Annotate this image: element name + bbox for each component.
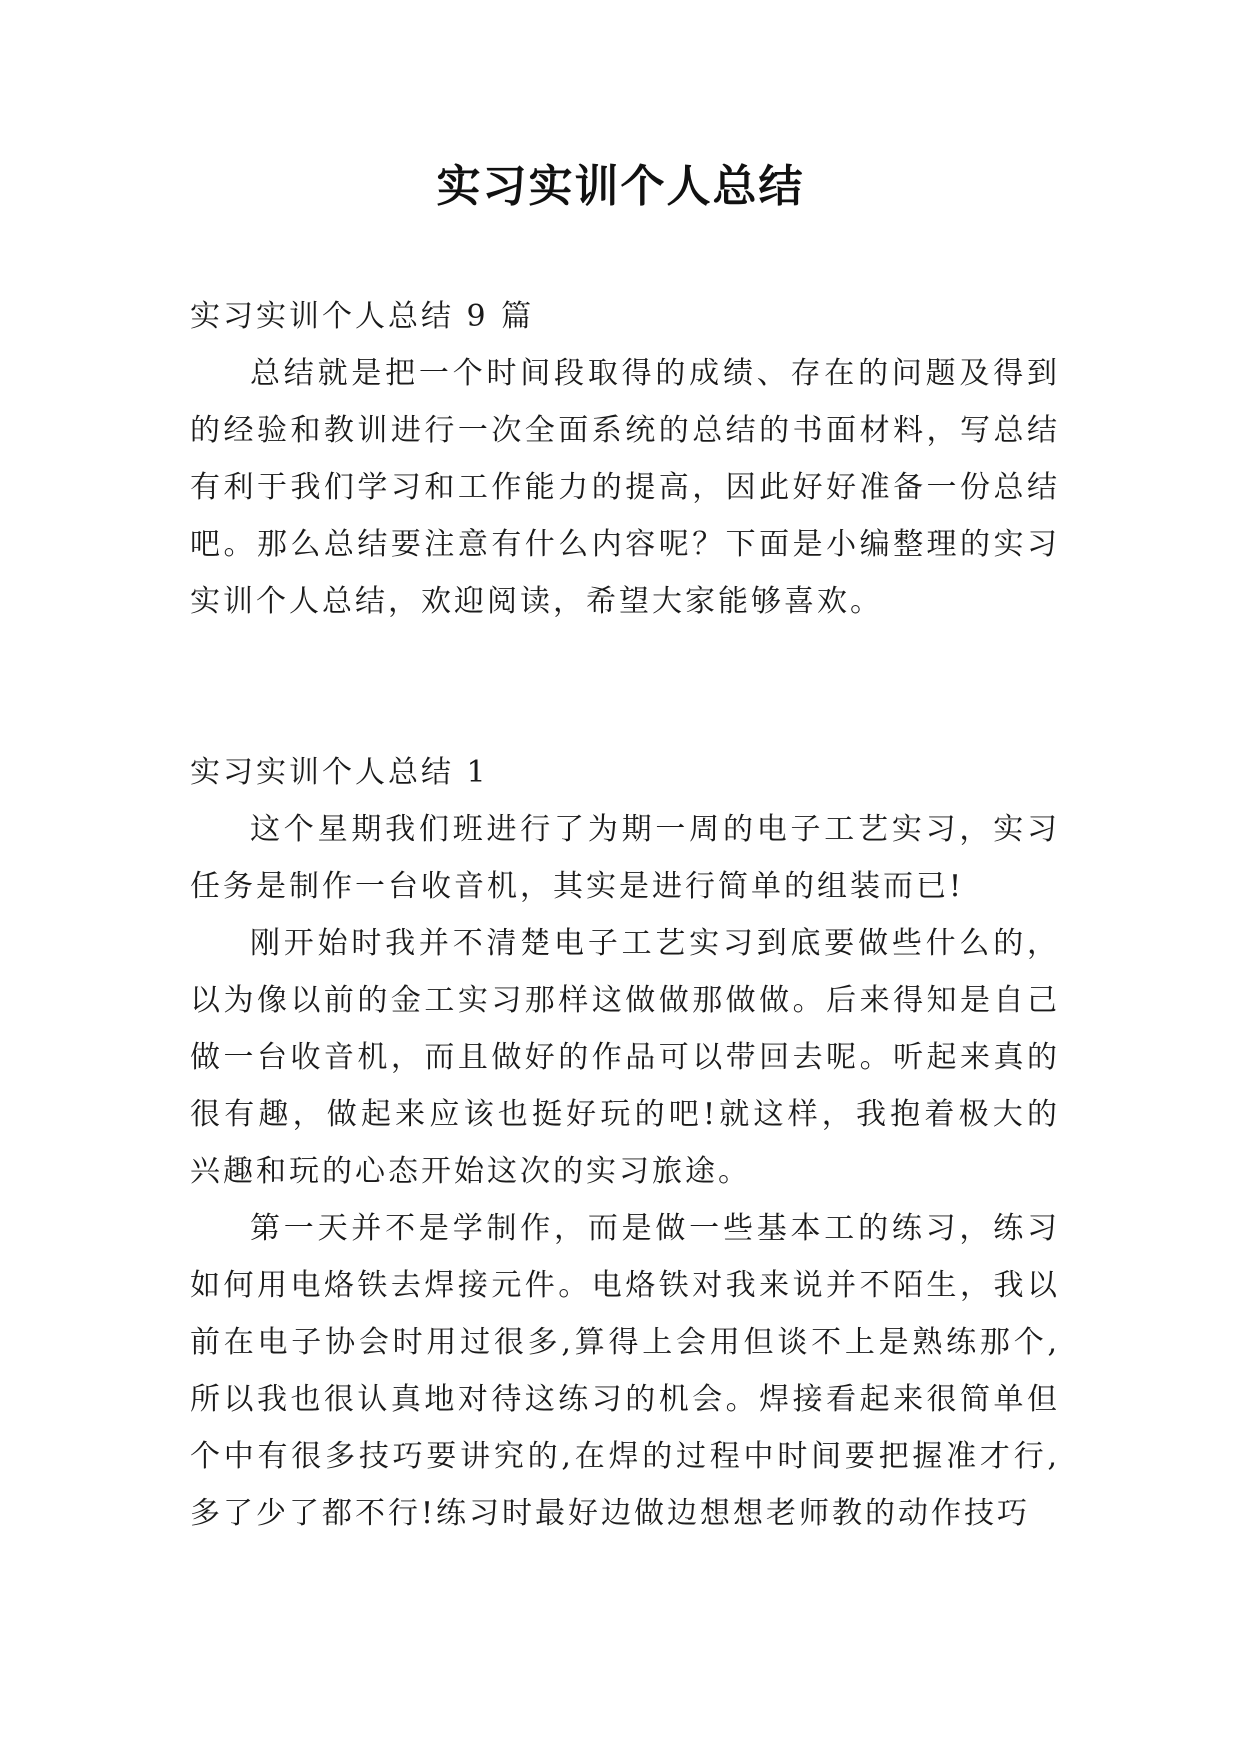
- intro-paragraph: 总结就是把一个时间段取得的成绩、存在的问题及得到的经验和教训进行一次全面系统的总结的书面材料，写总结有利于我们学习和工作能力的提高，因此好好准备一份总结吧。那么总结要注意有什么内容呢？下面是小编整理的实习实训个人总结，欢迎阅读，希望大家能够喜欢。: [190, 356, 1060, 619]
- document-title: 实习实训个人总结: [436, 161, 805, 212]
- section-paragraph-2: 刚开始时我并不清楚电子工艺实习到底要做些什么的，以为像以前的金工实习那样这做做那做做。后来得知是自己做一台收音机，而且做好的作品可以带回去呢。听起来真的很有趣，做起来应该也挺好玩的吧!就这样，我抱着极大的兴趣和玩的心态开始这次的实习旅途。: [190, 926, 1060, 1189]
- section-paragraph-3: 第一天并不是学制作，而是做一些基本工的练习，练习如何用电烙铁去焊接元件。电烙铁对我来说并不陌生，我以前在电子协会时用过很多,算得上会用但谈不上是熟练那个,所以我也很认真地对待这练习的机会。焊接看起来很简单但个中有很多技巧要讲究的,在焊的过程中时间要把握准才行,多了少了都不行!练习时最好边做边想想老师教的动作技巧: [190, 1211, 1060, 1531]
- section-paragraph-1: 这个星期我们班进行了为期一周的电子工艺实习，实习任务是制作一台收音机，其实是进行简单的组装而已!: [190, 812, 1060, 904]
- section-heading: 实习实训个人总结 1: [190, 755, 489, 790]
- subtitle: 实习实训个人总结 9 篇: [190, 299, 535, 334]
- document-body: [190, 288, 1060, 1542]
- section-spacer: [190, 630, 1060, 744]
